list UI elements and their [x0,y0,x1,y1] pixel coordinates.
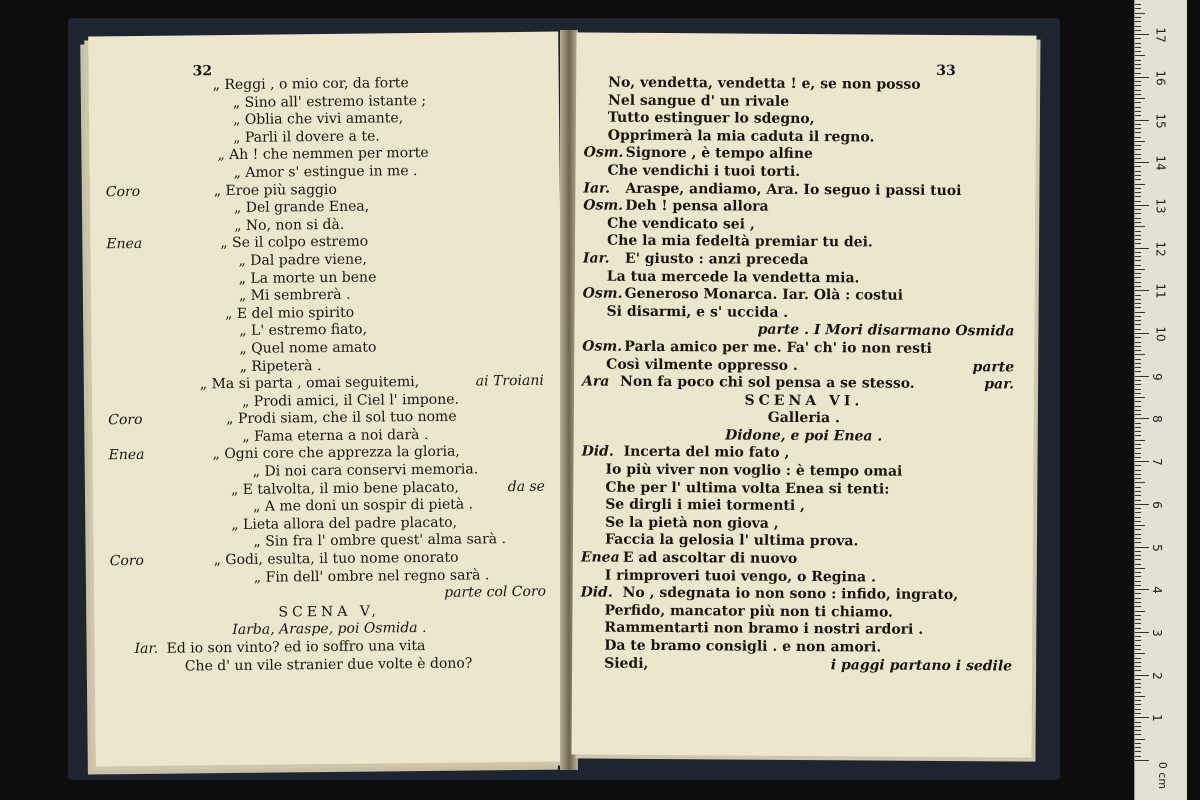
ruler-tick [1135,589,1149,590]
speaker-label: Iar. [582,250,610,267]
verse-text: Rammentarti non bramo i nostri ardori . [604,620,924,639]
speaker-label: Coro [105,183,141,200]
verse-text: Che per l' ultima volta Enea si tenti: [605,479,890,498]
ruler-tick [1135,734,1141,735]
stage-direction: parte . I Mori disarmano Osmida [757,321,1015,340]
ruler-number: 12 [1153,240,1168,257]
ruler-tick [1135,435,1141,436]
ruler-tick [1135,73,1141,74]
ruler-number: 15 [1153,112,1168,129]
ruler-tick [1135,683,1141,684]
ruler-tick [1135,593,1141,594]
verse-text: „ La morte un bene [238,269,377,287]
ruler-tick [1135,726,1141,727]
ruler-number: 11 [1153,283,1168,299]
ruler-tick [1135,640,1141,641]
ruler-tick [1135,670,1141,671]
ruler-tick [1135,457,1141,458]
ruler-tick [1135,645,1141,646]
right-page [571,32,1036,757]
ruler-tick [1135,427,1141,428]
ruler-tick [1135,94,1141,95]
ruler-tick [1135,636,1141,637]
speaker-label: Coro [109,552,145,570]
verse-text: „ Ripeterà . [239,357,322,375]
ruler-tick [1135,141,1145,142]
ruler-tick [1135,307,1141,308]
ruler-tick [1135,529,1141,530]
verse-text: „ E del mio spirito [225,304,355,322]
ruler-tick [1135,730,1141,731]
ruler-tick [1135,448,1141,449]
speaker-label: Enea [580,549,620,566]
ruler-tick [1135,687,1141,688]
verse-text: Siedi, [604,655,649,672]
ruler-tick [1135,290,1149,291]
verse-text: E ad ascoltar di nuovo [622,549,798,567]
ruler-tick [1135,662,1141,663]
ruler-tick [1135,111,1141,112]
ruler-tick [1135,359,1141,360]
ruler-tick [1135,162,1149,163]
ruler-tick [1135,542,1141,543]
ruler-tick [1135,60,1141,61]
ruler-tick [1135,747,1141,748]
ruler-tick [1135,43,1141,44]
ruler-tick [1135,38,1141,39]
verse-text: „ Fin dell' ombre nel regno sarà . [253,566,490,586]
ruler-tick [1135,213,1141,214]
stage-direction: i paggi partano i sedile [830,656,1013,675]
verse-text: Generoso Monarca. Iar. Olà : costui [624,285,903,304]
verse-text: „ Del grande Enea, [233,198,370,217]
ruler-tick [1135,423,1141,424]
ruler-tick [1135,98,1145,99]
ruler-tick [1135,256,1141,257]
verse-text: „ E talvolta, il mio bene placato, [230,479,460,498]
speaker-label: Iar. [583,180,611,197]
ruler-tick [1135,26,1141,27]
ruler-tick [1135,559,1141,560]
ruler-tick [1135,649,1141,650]
ruler-tick [1135,316,1141,317]
ruler-tick [1135,235,1141,236]
ruler-tick [1135,179,1141,180]
ruler-tick [1135,679,1141,680]
ruler-tick [1135,107,1141,108]
ruler-tick [1135,739,1145,740]
verse-text: Parla amico per me. Fa' ch' io non resti [624,338,932,357]
ruler-tick [1135,623,1141,624]
verse-text: Io più viver non voglio : è tempo omai [605,461,903,480]
ruler-tick [1135,709,1141,710]
ruler-tick [1135,389,1141,390]
ruler-tick [1135,312,1145,313]
ruler-tick [1135,34,1149,35]
ruler-tick [1135,508,1141,509]
verse-text: „ Lieta allora del padre placato, [231,514,458,533]
verse-text: Faccia la gelosia l' ultima prova. [604,532,859,550]
ruler-tick [1135,704,1141,705]
speaker-label: Did. [581,443,614,461]
ruler-tick [1135,547,1149,548]
ruler-tick [1135,743,1141,744]
ruler-tick [1135,209,1141,210]
ruler-tick [1135,491,1141,492]
ruler-tick [1135,406,1141,407]
ruler-tick [1135,692,1141,693]
ruler-tick [1135,90,1141,91]
ruler-tick [1135,363,1141,364]
stage-direction: ai Troiani [475,372,544,390]
scene-heading: SCENA VI. [744,392,864,410]
ruler-tick [1135,440,1145,441]
ruler-tick [1135,564,1141,565]
page-number-right: 33 [936,62,956,80]
verse-text: Incerta del mio fato , [623,444,790,462]
ruler-tick [1135,299,1141,300]
verse-text: Se dirgli i miei tormenti , [605,496,805,515]
ruler-tick [1135,431,1141,432]
ruler-tick [1135,277,1141,278]
verse-text: „ Parli il dovere a te. [233,128,380,146]
verse-text: „ Godi, esulta, il tuo nome onorato [213,549,459,569]
ruler-tick [1135,21,1141,22]
ruler-tick [1135,8,1141,9]
verse-text: „ Prodi amici, il Ciel l' impone. [241,391,460,410]
ruler-number: 4 [1149,586,1164,595]
ruler-tick [1135,222,1141,223]
speaker-label: Osm. [583,197,624,214]
ruler-number: 1 [1149,714,1164,723]
speaker-label: Coro [108,412,143,429]
ruler-tick [1135,124,1141,125]
ruler-tick [1135,47,1141,48]
speaker-label: Iar. [134,640,159,658]
verse-line [572,655,1032,676]
speaker-label: Osm. [582,338,623,355]
verse-text: Da te bramo consigli . e non amori. [604,637,882,656]
ruler-tick [1135,628,1141,629]
verse-line [95,654,565,677]
ruler-tick [1135,350,1141,351]
verse-text: „ Di noi cara conservi memoria. [252,461,479,480]
stage-direction: par. [984,376,1015,393]
speaker-label: Osm. [582,285,623,302]
verse-text: No , sdegnata io non sono : infido, ingrato, [622,584,959,604]
ruler-tick [1135,149,1141,150]
ruler-tick [1135,248,1149,249]
ruler-tick [1135,51,1141,52]
ruler-tick [1135,384,1141,385]
verse-text: „ Dal padre viene, [238,251,367,269]
scene-characters: Iarba, Araspe, poi Osmida . [232,620,427,639]
ruler-tick [1135,576,1141,577]
ruler-tick [1135,602,1141,603]
ruler-tick [1135,218,1141,219]
ruler-tick [1135,482,1145,483]
ruler-tick [1135,85,1141,86]
ruler-tick [1135,201,1141,202]
ruler-tick [1135,606,1141,607]
ruler-tick [1135,265,1141,266]
ruler-tick [1135,354,1145,355]
scene-characters: Didone, e poi Enea . [725,427,883,445]
ruler-tick [1135,303,1141,304]
verse-text: „ Reggi , o mio cor, da forte [212,75,409,94]
left-page [88,32,566,767]
ruler-tick [1135,158,1141,159]
ruler-tick [1135,333,1149,334]
ruler-tick [1135,632,1149,633]
stage-direction: da se [507,478,546,495]
ruler-tick [1135,115,1141,116]
verse-text: „ Quel nome amato [239,339,377,357]
ruler-tick [1135,751,1141,752]
verse-text: La tua mercede la vendetta mia. [606,268,860,286]
ruler-tick [1135,487,1141,488]
verse-text: Che la mia fedeltà premiar tu dei. [607,232,873,251]
verse-text: Che vendicato sei , [607,215,755,233]
ruler-tick [1135,756,1141,757]
ruler-tick [1135,239,1141,240]
ruler-tick [1135,175,1141,176]
ruler-tick [1135,474,1141,475]
ruler-number: 10 [1153,326,1168,342]
ruler-number: 6 [1149,500,1164,509]
ruler-tick [1135,329,1141,330]
ruler-tick [1135,260,1141,261]
verse-text: E' giusto : anzi preceda [624,250,809,268]
ruler-tick [1135,555,1141,556]
ruler-tick [1135,196,1141,197]
verse-text: „ Se il colpo estremo [220,233,369,252]
ruler-tick [1135,521,1141,522]
verse-text: Nel sangue d' un rivale [607,92,790,110]
ruler-tick [1135,598,1141,599]
ruler-unit-label: 0 cm [1156,761,1170,790]
ruler-tick [1135,367,1141,368]
scene-heading: SCENA V, [278,603,381,621]
ruler-tick [1135,478,1141,479]
ruler-tick [1135,512,1141,513]
verse-text: Araspe, andiamo, Ara. Io seguo i passi tuoi [625,180,962,199]
verse-text: „ Sin fra l' ombre quest' alma sarà . [253,531,507,551]
verse-text: Così vilmente oppresso . [606,356,798,374]
verse-text: Ed io son vinto? ed io soffro una vita [166,637,426,657]
ruler-tick [1135,286,1141,287]
ruler-tick [1135,231,1141,232]
verse-text: „ Eroe più saggio [213,181,337,199]
ruler-number: 3 [1149,629,1164,637]
ruler-tick [1135,572,1141,573]
verse-text: „ Oblia che vivi amante, [232,110,404,129]
verse-text: „ No, non si dà. [234,216,345,234]
stage-direction: parte col Coro [444,583,547,602]
ruler-tick [1135,166,1141,167]
verse-text: No, vendetta, vendetta ! e, se non posso [608,74,921,93]
ruler-tick [1135,585,1141,586]
ruler-tick [1135,713,1141,714]
verse-text: „ Ah ! che nemmen per morte [217,145,429,164]
verse-text: „ Ma si parta , omai seguitemi, [199,374,420,393]
speaker-label: Did. [580,584,613,601]
verse-text: Non fa poco chi sol pensa a se stesso. [620,373,915,392]
ruler-tick [1135,581,1141,582]
speaker-label: Enea [106,236,143,253]
ruler-tick [1135,184,1145,185]
ruler-tick [1135,717,1149,718]
ruler-tick [1135,13,1145,14]
verse-text: „ Mi sembrerà . [238,286,351,305]
ruler-tick [1135,192,1141,193]
ruler-tick [1135,346,1141,347]
right-verse-lines [572,74,1036,675]
ruler-number: 9 [1149,372,1164,381]
ruler-tick [1135,171,1141,172]
ruler-tick [1135,324,1141,325]
verse-text: „ Prodi siam, che il sol tuo nome [226,408,457,428]
ruler-number: 14 [1153,155,1168,171]
ruler-number: 16 [1153,70,1168,86]
verse-text: I rimproveri tuoi vengo, o Regina . [604,567,876,586]
ruler-tick [1135,205,1149,206]
verse-text: Tutto estinguer lo sdegno, [607,109,815,128]
ruler-tick [1135,534,1141,535]
ruler-tick [1135,675,1149,676]
ruler-tick [1135,760,1149,761]
speaker-label: Osm. [583,144,624,162]
ruler-tick [1135,414,1141,415]
ruler-tick [1135,376,1149,377]
verse-text: „ Amor s' estingue in me . [233,163,418,181]
verse-text: Che vendichi i tuoi torti. [607,162,801,180]
ruler-tick [1135,226,1145,227]
ruler-tick [1135,342,1141,343]
ruler-tick [1135,538,1141,539]
ruler-tick [1135,500,1141,501]
verse-text: „ Sino all' estremo istante ; [232,92,427,111]
ruler-tick [1135,64,1141,65]
ruler-number: 5 [1149,543,1164,552]
ruler-tick [1135,102,1141,103]
verse-text: Si disarmi, e s' uccida . [606,303,789,321]
ruler-tick [1135,320,1141,321]
ruler-tick [1135,145,1141,146]
ruler-tick [1135,282,1141,283]
ruler-number: 13 [1153,198,1168,214]
verse-text: „ A me doni un sospir di pietà . [253,496,474,516]
speaker-label: Enea [108,447,145,464]
ruler-tick [1135,568,1145,569]
ruler-tick [1135,68,1141,69]
ruler-tick [1135,696,1145,697]
ruler-number: 2 [1149,671,1164,680]
ruler-tick [1135,30,1141,31]
verse-text: Opprimerà la mia caduta il regno. [607,127,875,146]
ruler-tick [1135,504,1149,505]
verse-text: Deh ! pensa allora [625,197,769,215]
ruler-tick [1135,666,1141,667]
ruler-tick [1135,380,1141,381]
ruler-tick [1135,619,1141,620]
ruler-tick [1135,132,1141,133]
ruler-number: 8 [1149,415,1164,424]
ruler-tick [1135,393,1141,394]
ruler-tick [1135,295,1141,296]
ruler-tick [1135,17,1141,18]
verse-text: Signore , è tempo alfine [625,145,814,163]
verse-text: „ Fama eterna a noi darà . [242,426,429,445]
ruler-tick [1135,273,1141,274]
ruler-tick [1135,410,1141,411]
ruler-tick [1135,495,1141,496]
ruler-tick [1135,444,1141,445]
ruler-tick [1135,77,1149,78]
ruler-tick [1135,551,1141,552]
ruler-tick [1135,470,1141,471]
ruler-number: 17 [1153,27,1168,43]
page-number-left: 32 [192,63,213,80]
stage-direction: parte [972,358,1015,375]
ruler-tick [1135,461,1149,462]
verse-text: „ L' estremo fiato, [239,321,368,340]
ruler-tick [1135,658,1141,659]
verse-text: Che d' un vile stranier due volte è dono? [184,655,473,675]
ruler-tick [1135,653,1145,654]
ruler-tick [1135,128,1141,129]
verse-text: Perfido, mancator più non ti chiamo. [604,602,894,621]
ruler-tick [1135,517,1141,518]
ruler-tick [1135,188,1141,189]
ruler-number: 7 [1149,458,1164,466]
ruler-tick [1135,4,1141,5]
verse-text: Se la pietà non giova , [605,514,779,532]
measurement-ruler [1134,0,1187,800]
ruler-tick [1135,700,1141,701]
ruler-tick [1135,81,1141,82]
ruler-tick [1135,418,1149,419]
verse-text: „ Ogni core che apprezza la gloria, [212,444,460,463]
ruler-tick [1135,611,1145,612]
ruler-tick [1135,55,1145,56]
ruler-tick [1135,269,1145,270]
ruler-tick [1135,401,1141,402]
ruler-tick [1135,397,1145,398]
left-verse-lines [89,74,565,677]
ruler-tick [1135,722,1141,723]
ruler-tick [1135,453,1141,454]
ruler-tick [1135,154,1141,155]
scene-location: Galleria . [767,410,840,427]
ruler-tick [1135,615,1141,616]
ruler-tick [1135,371,1141,372]
ruler-tick [1135,525,1145,526]
ruler-tick [1135,137,1141,138]
ruler-tick [1135,465,1141,466]
ruler-tick [1135,252,1141,253]
ruler-tick [1135,337,1141,338]
speaker-label: Ara [582,373,610,390]
ruler-tick [1135,243,1141,244]
ruler-tick [1135,120,1149,121]
